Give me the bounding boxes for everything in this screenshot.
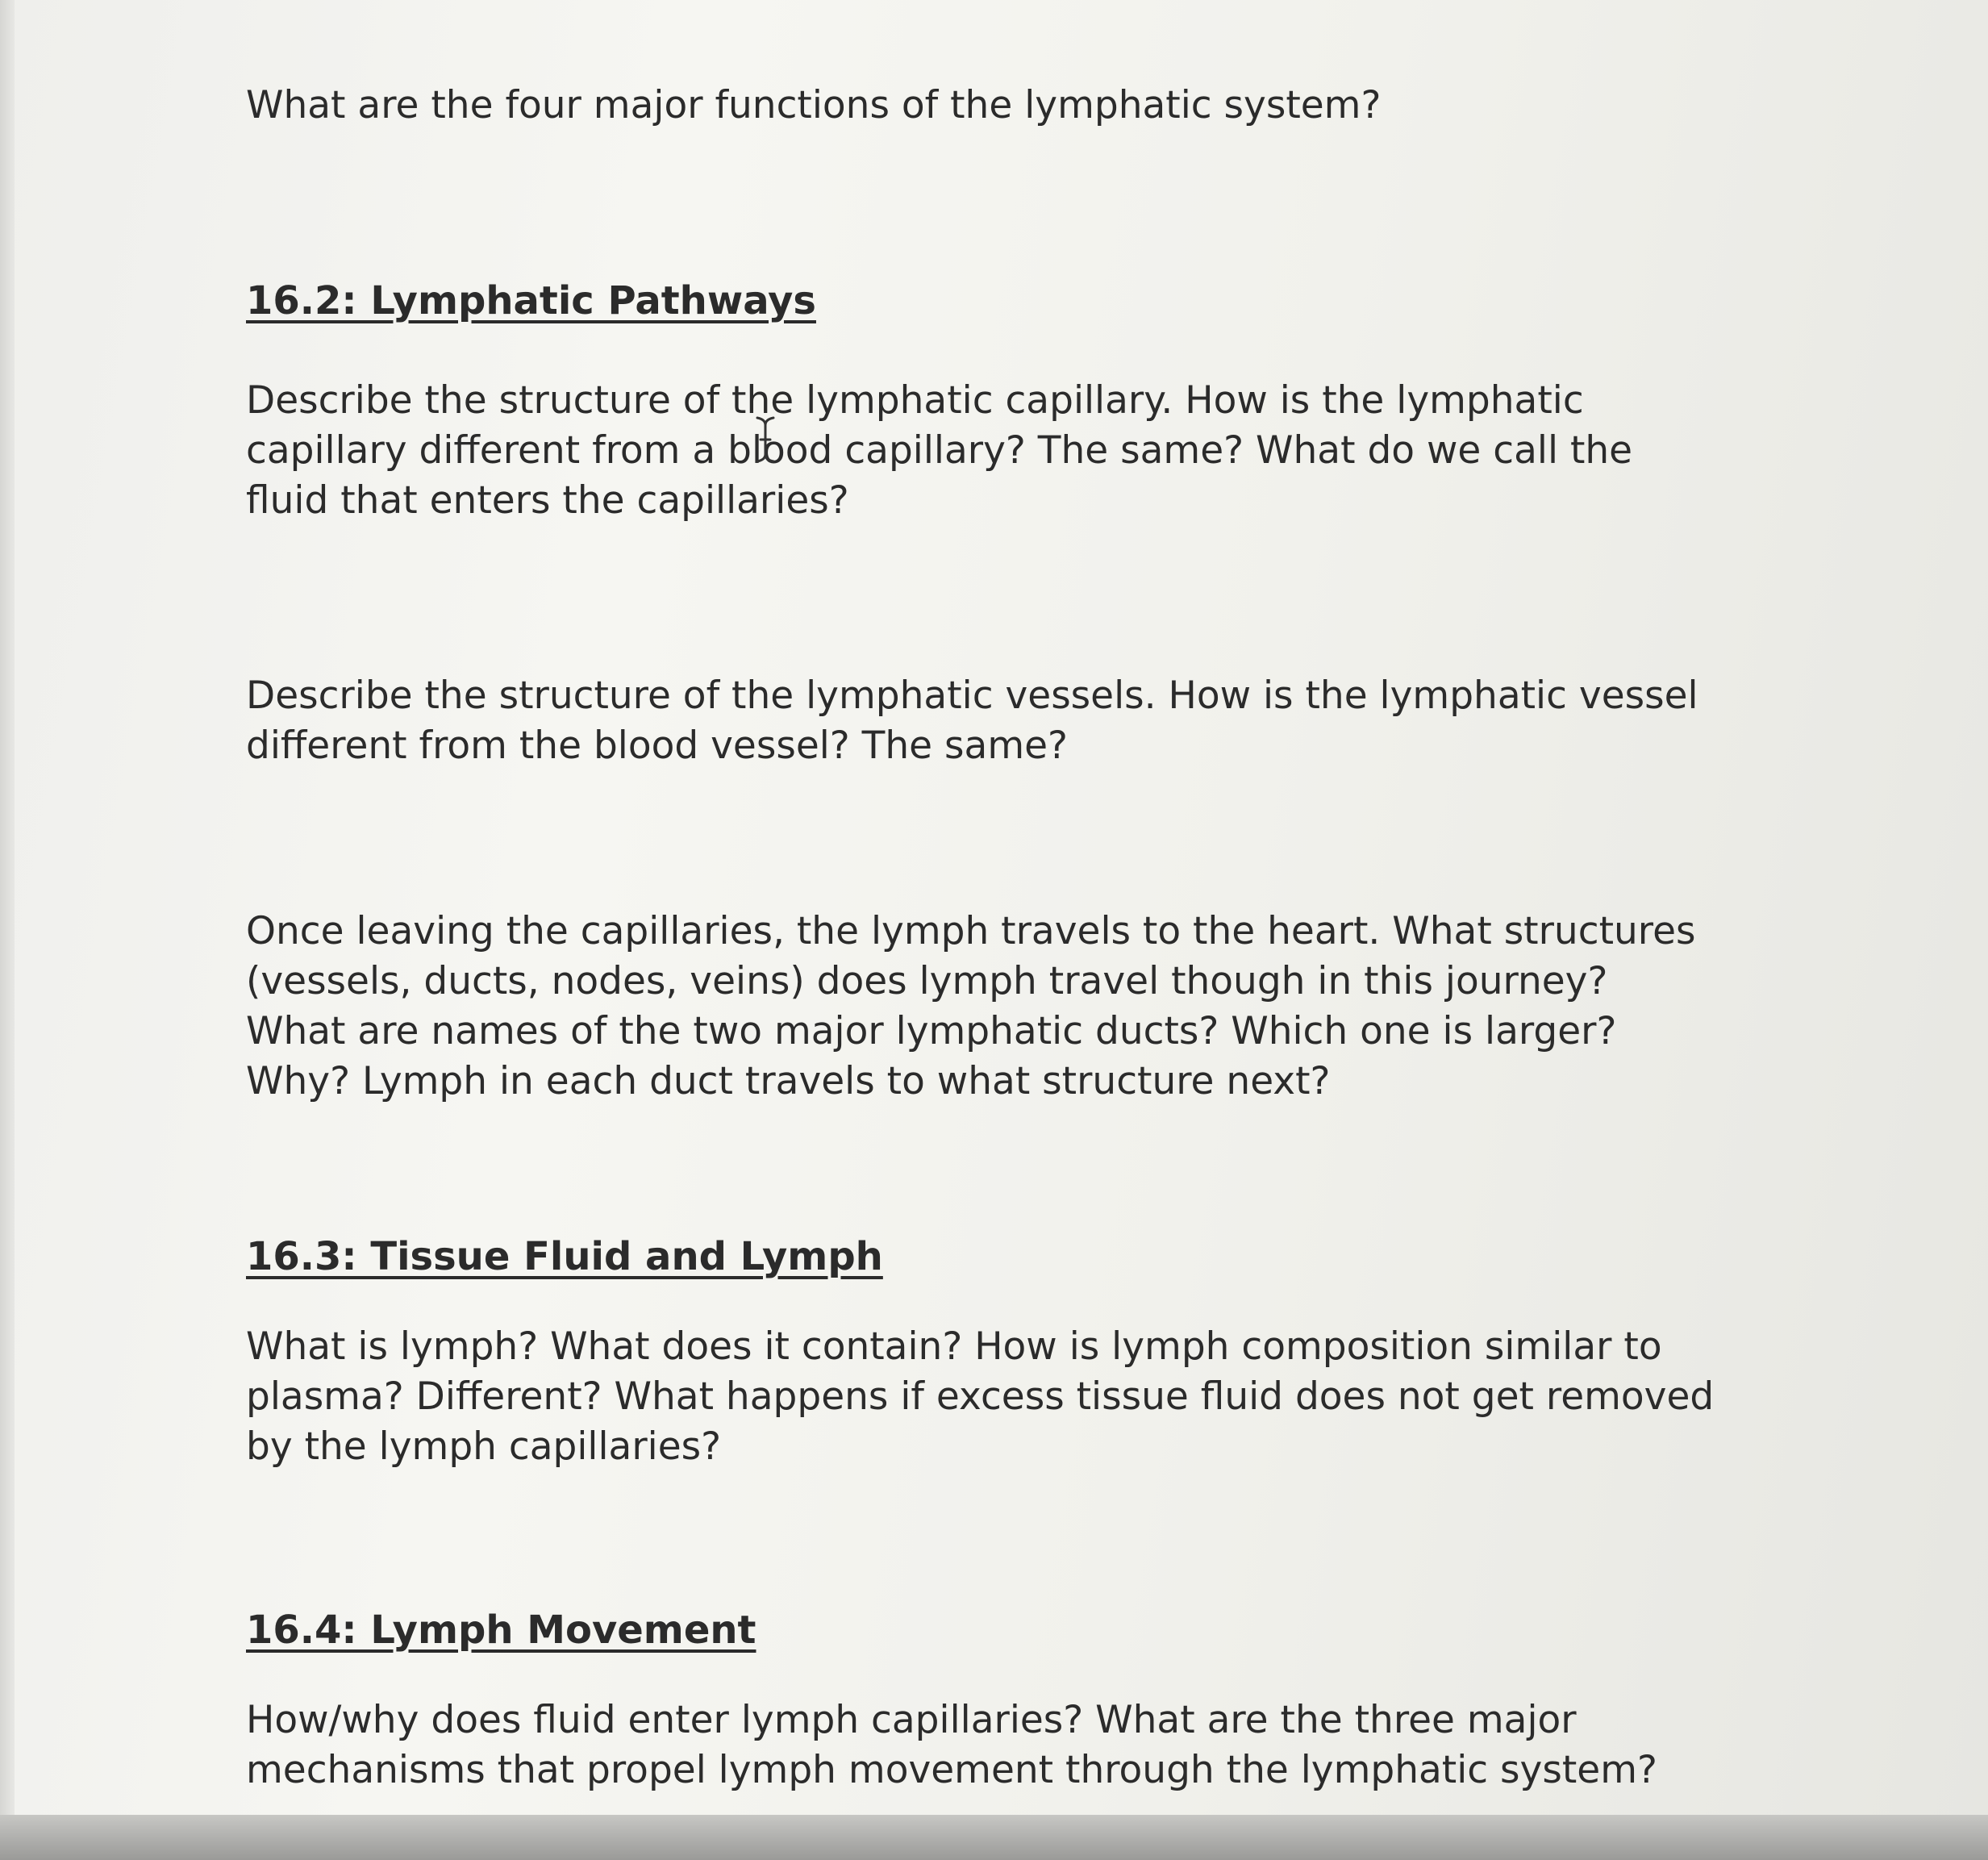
- question-lymphatic-vessels: Describe the structure of the lymphatic vessels. How is the lymphatic vessel different from the blood vessel? The same?: [246, 674, 1698, 768]
- question-four-functions: What are the four major functions of the lymphatic system?: [246, 83, 1382, 127]
- screen-left-edge: [0, 0, 16, 1860]
- screen-bottom-bezel: [0, 1815, 1988, 1860]
- question-what-is-lymph: What is lymph? What does it contain? How is lymph composition similar to plasma? Different? What happens if excess tissue fluid does not get removed by the lymph capillaries?: [246, 1324, 1715, 1469]
- question-lymph-journey: Once leaving the capillaries, the lymph travels to the heart. What structures (vessels, ducts, nodes, veins) does lymph travel though in this journey? What are names of the two major lymphatic ducts? Which one is larger? Why? Lymph in each duct travels to what structure next?: [246, 909, 1696, 1103]
- section-heading-16-3: 16.3: Tissue Fluid and Lymph: [246, 1234, 883, 1279]
- text-cursor-icon: [754, 415, 777, 464]
- question-lymph-movement: How/why does fluid enter lymph capillaries? What are the three major mechanisms that propel lymph movement through the lymphatic system?: [246, 1698, 1657, 1792]
- document-content: [246, 81, 1778, 1795]
- question-lymphatic-capillary: Describe the structure of the lymphatic capillary. How is the lymphatic capillary different from a blood capillary? The same? What do we call the fluid that enters the capillaries?: [246, 378, 1633, 523]
- section-heading-16-2: 16.2: Lymphatic Pathways: [246, 278, 816, 323]
- section-heading-16-4: 16.4: Lymph Movement: [246, 1608, 756, 1653]
